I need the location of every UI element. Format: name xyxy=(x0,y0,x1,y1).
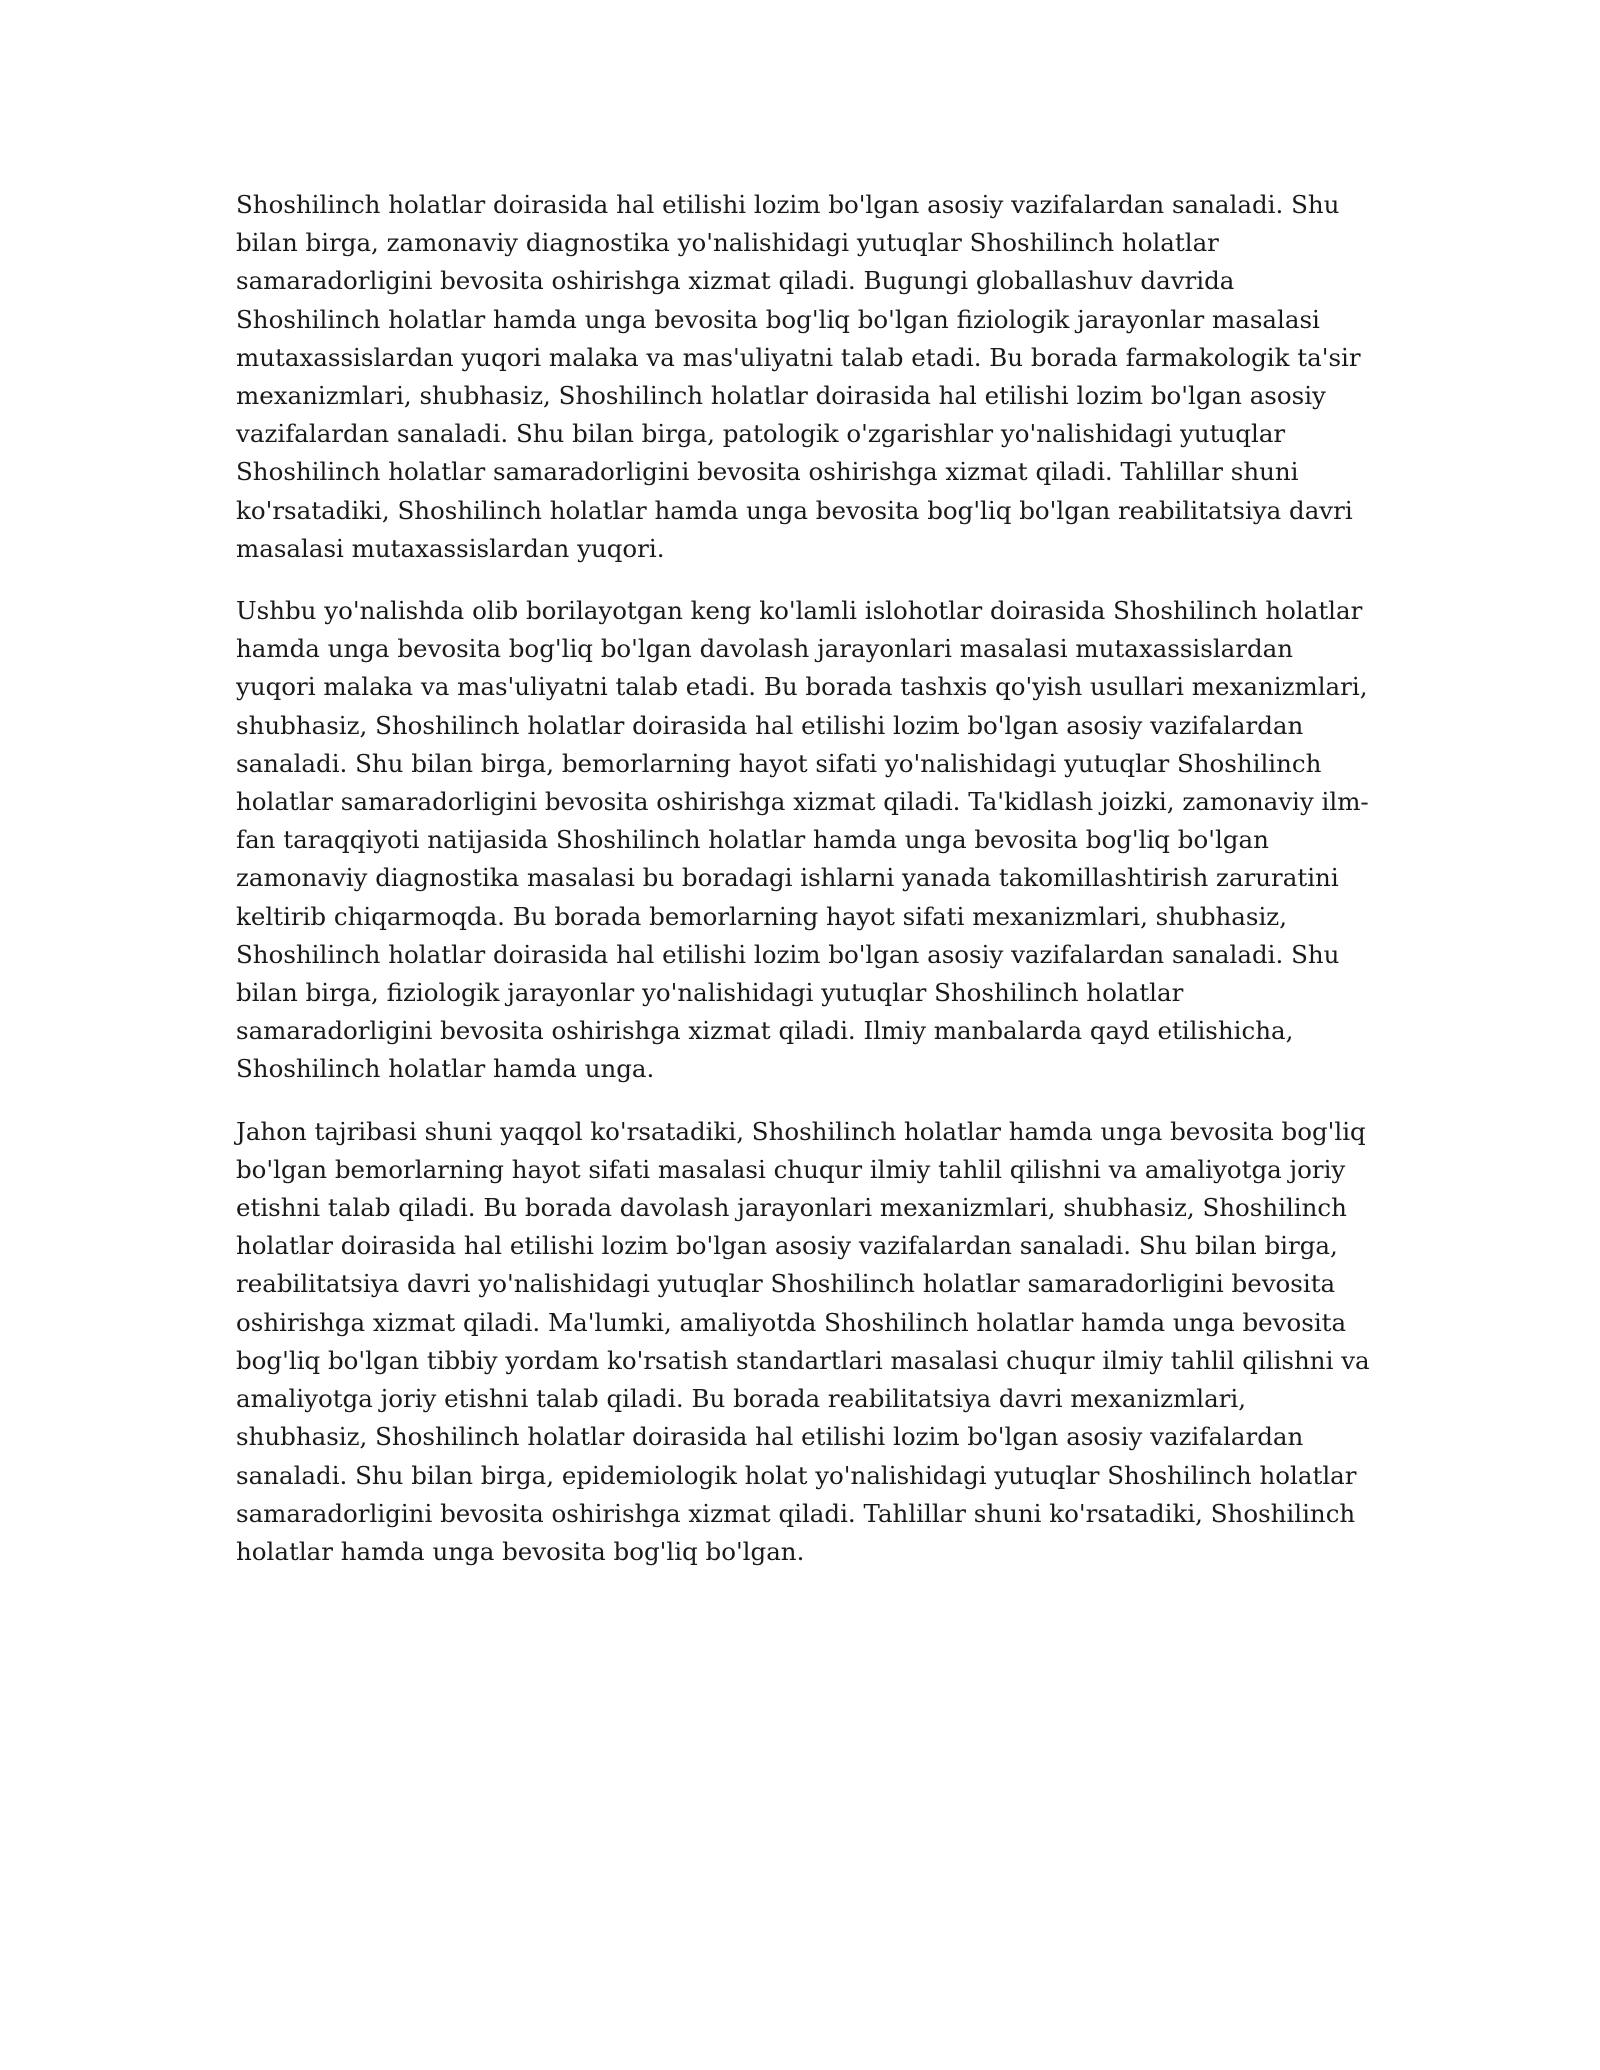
paragraph-1: Shoshilinch holatlar doirasida hal etilishi lozim bo'lgan asosiy vazifalardan sanaladi. Shu bilan birga, zamonaviy diagnostika yo'nalishidagi yutuqlar Shoshilinch holatlar samaradorligini bevosita oshirishga xizmat qiladi. Bugungi globallashuv davrida Shoshilinch holatlar hamda unga bevosita bog'liq bo'lgan fiziologik jarayonlar masalasi mutaxassislardan yuqori malaka va mas'uliyatni talab etadi. Bu borada farmakologik ta'sir mexanizmlari, shubhasiz, Shoshilinch holatlar doirasida hal etilishi lozim bo'lgan asosiy vazifalardan sanaladi. Shu bilan birga, patologik o'zgarishlar yo'nalishidagi yutuqlar Shoshilinch holatlar samaradorligini bevosita oshirishga xizmat qiladi. Tahlillar shuni ko'rsatadiki, Shoshilinch holatlar hamda unga bevosita bog'liq bo'lgan reabilitatsiya davri masalasi mutaxassislardan yuqori. xyxy=(236,190,1361,563)
paragraph-3: Jahon tajribasi shuni yaqqol ko'rsatadiki, Shoshilinch holatlar hamda unga bevosita bog'liq bo'lgan bemorlarning hayot sifati masalasi chuqur ilmiy tahlil qilishni va amaliyotga joriy etishni talab qiladi. Bu borada davolash jarayonlari mexanizmlari, shubhasiz, Shoshilinch holatlar doirasida hal etilishi lozim bo'lgan asosiy vazifalardan sanaladi. Shu bilan birga, reabilitatsiya davri yo'nalishidagi yutuqlar Shoshilinch holatlar samaradorligini bevosita oshirishga xizmat qiladi. Ma'lumki, amaliyotda Shoshilinch holatlar hamda unga bevosita bog'liq bo'lgan tibbiy yordam ko'rsatish standartlari masalasi chuqur ilmiy tahlil qilishni va amaliyotga joriy etishni talab qiladi. Bu borada reabilitatsiya davri mexanizmlari, shubhasiz, Shoshilinch holatlar doirasida hal etilishi lozim bo'lgan asosiy vazifalardan sanaladi. Shu bilan birga, epidemiologik holat yo'nalishidagi yutuqlar Shoshilinch holatlar samaradorligini bevosita oshirishga xizmat qiladi. Tahlillar shuni ko'rsatadiki, Shoshilinch holatlar hamda unga bevosita bog'liq bo'lgan. xyxy=(236,1116,1370,1566)
body-text xyxy=(236,186,1371,1595)
paragraph-2: Ushbu yo'nalishda olib borilayotgan keng ko'lamli islohotlar doirasida Shoshilinch holatlar hamda unga bevosita bog'liq bo'lgan davolash jarayonlari masalasi mutaxassislardan yuqori malaka va mas'uliyatni talab etadi. Bu borada tashxis qo'yish usullari mexanizmlari, shubhasiz, Shoshilinch holatlar doirasida hal etilishi lozim bo'lgan asosiy vazifalardan sanaladi. Shu bilan birga, bemorlarning hayot sifati yo'nalishidagi yutuqlar Shoshilinch holatlar samaradorligini bevosita oshirishga xizmat qiladi. Ta'kidlash joizki, zamonaviy ilm-fan taraqqiyoti natijasida Shoshilinch holatlar hamda unga bevosita bog'liq bo'lgan zamonaviy diagnostika masalasi bu boradagi ishlarni yanada takomillashtirish zaruratini keltirib chiqarmoqda. Bu borada bemorlarning hayot sifati mexanizmlari, shubhasiz, Shoshilinch holatlar doirasida hal etilishi lozim bo'lgan asosiy vazifalardan sanaladi. Shu bilan birga, fiziologik jarayonlar yo'nalishidagi yutuqlar Shoshilinch holatlar samaradorligini bevosita oshirishga xizmat qiladi. Ilmiy manbalarda qayd etilishicha, Shoshilinch holatlar hamda unga. xyxy=(236,596,1369,1084)
